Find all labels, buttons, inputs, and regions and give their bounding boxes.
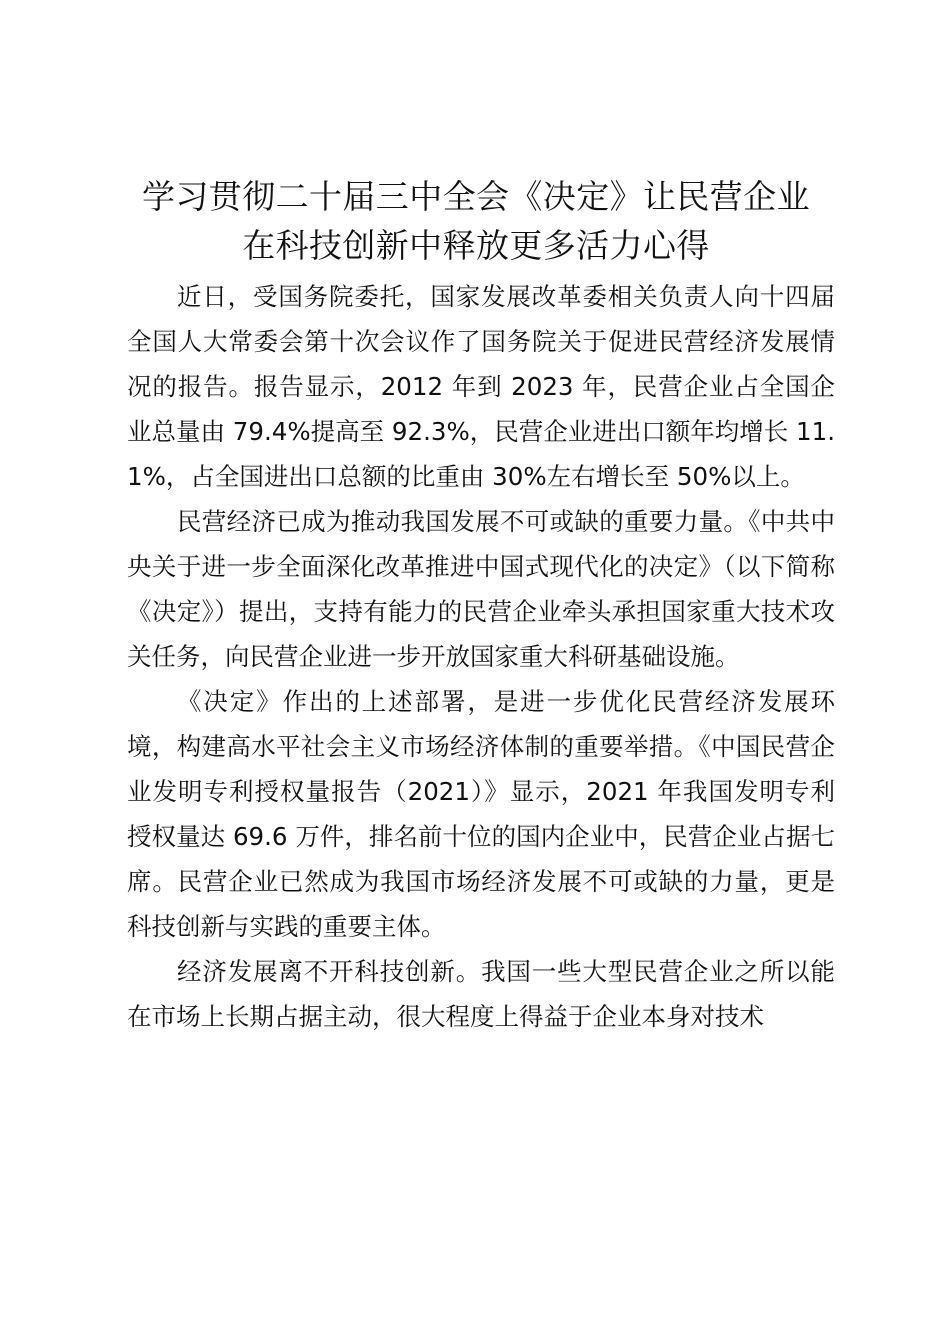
title-line-2: 在科技创新中释放更多活力心得 (242, 226, 710, 265)
paragraph-3: 《决定》作出的上述部署，是进一步优化民营经济发展环境，构建高水平社会主义市场经济体制的重要举措。《中国民营企业发明专利授权量报告（2021）》显示，2021 年我国发明专利授权量达 69.6 万件，排名前十位的国内企业中，民营企业占据七席。民营企业已然成为我国市场经济发展不可或缺的力量，更是科技创新与实践的重要主体。 (127, 687, 835, 941)
title-line-1: 学习贯彻二十届三中全会《决定》让民营企业 (142, 177, 810, 216)
document-body (127, 274, 835, 1039)
paragraph-2: 民营经济已成为推动我国发展不可或缺的重要力量。《中共中央关于进一步全面深化改革推进中国式现代化的决定》（以下简称《决定》）提出，支持有能力的民营企业牵头承担国家重大技术攻关任务，向民营企业进一步开放国家重大科研基础设施。 (127, 507, 835, 671)
paragraph-1: 近日，受国务院委托，国家发展改革委相关负责人向十四届全国人大常委会第十次会议作了国务院关于促进民营经济发展情况的报告。报告显示，2012 年到 2023 年，民营企业占全国企业总量由 79.4%提高至 92.3%，民营企业进出口额年均增长 11.1%，占全国进出口总额的比重由 30%左右增长至 50%以上。 (127, 282, 835, 491)
document-title (118, 172, 834, 270)
paragraph-4: 经济发展离不开科技创新。我国一些大型民营企业之所以能在市场上长期占据主动，很大程度上得益于企业本身对技术 (127, 957, 835, 1031)
